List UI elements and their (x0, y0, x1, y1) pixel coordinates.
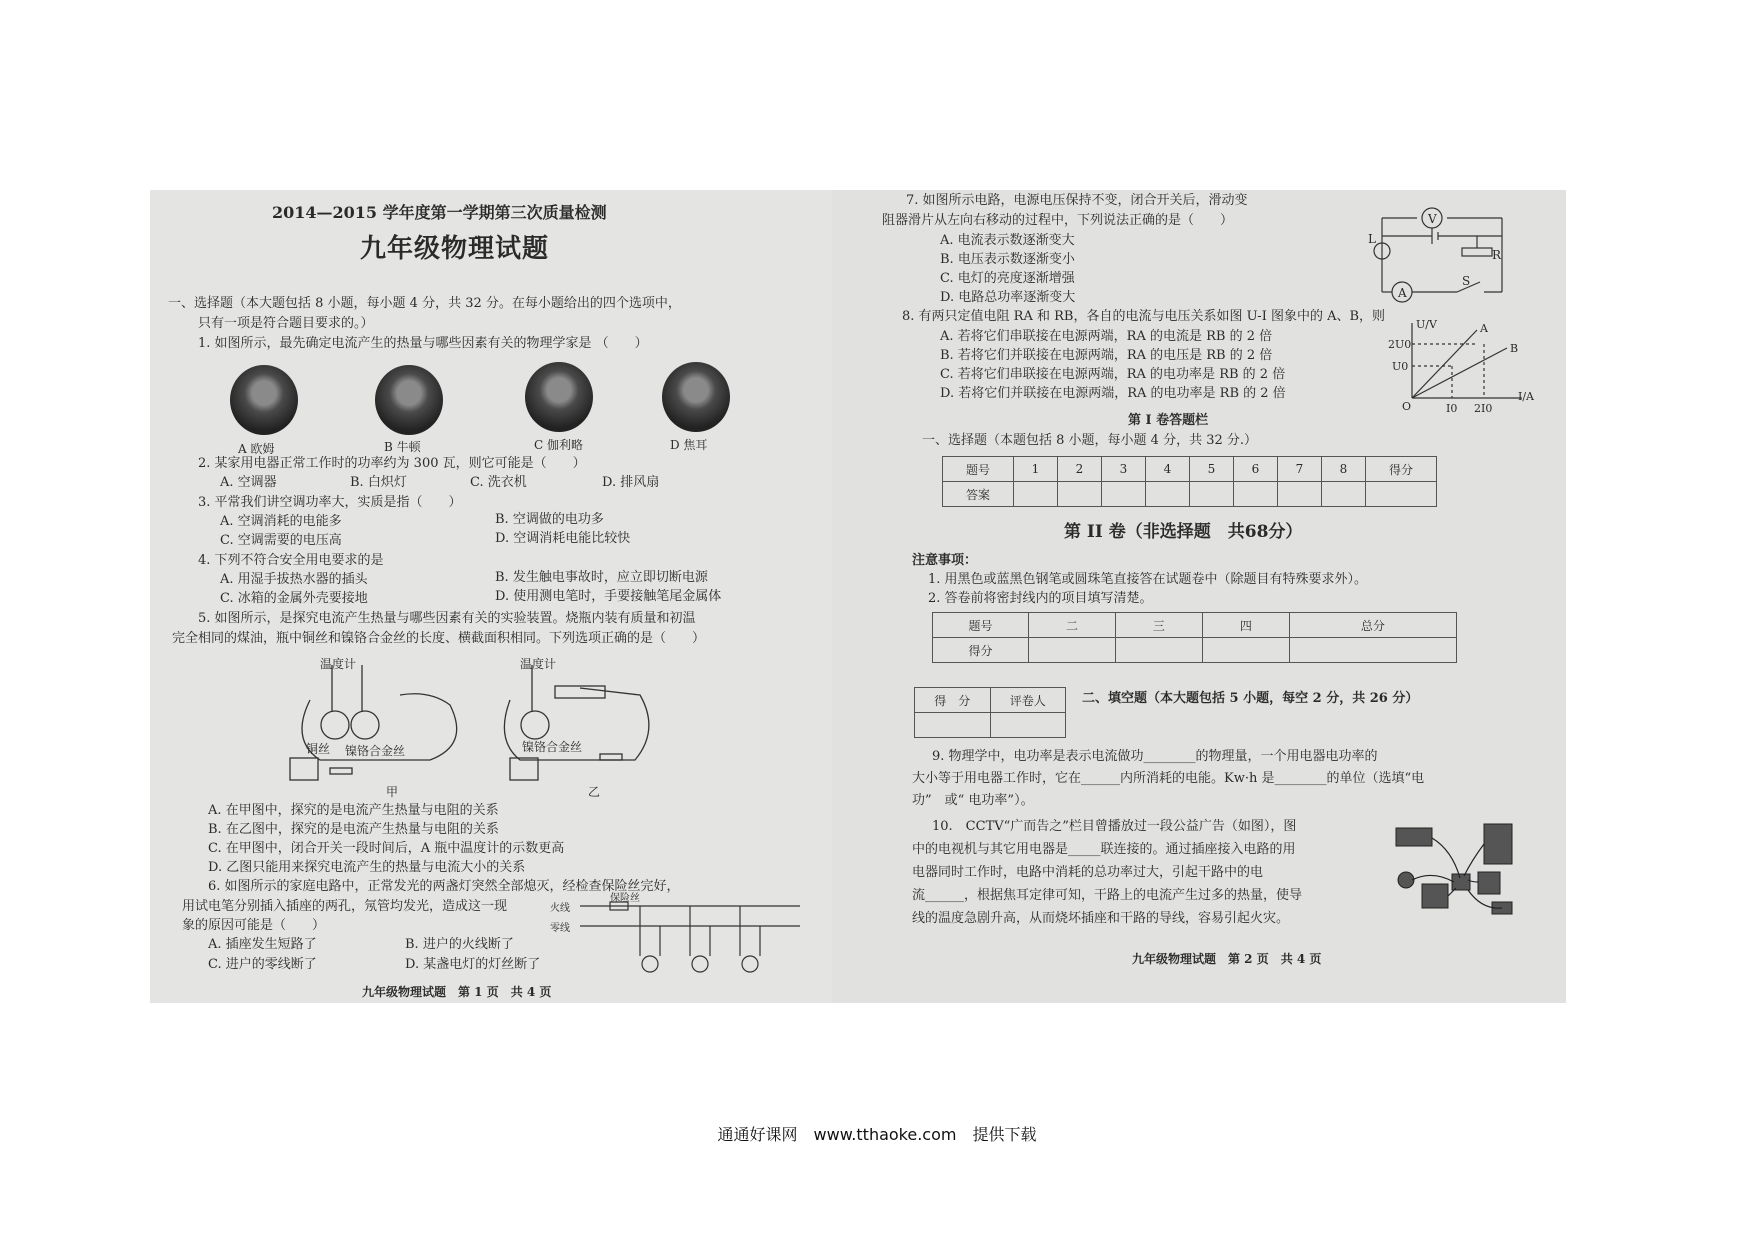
q5-option-b: B. 在乙图中，探究的是电流产生热量与电阻的关系 (208, 822, 499, 837)
q6-option-c: C. 进户的零线断了 (208, 957, 317, 972)
nichrome-label-1: 镍铬合金丝 (345, 744, 406, 758)
portrait-newton (375, 365, 443, 435)
q5-option-c: C. 在甲图中，闭合开关一段时间后，A 瓶中温度计的示数更高 (208, 841, 565, 856)
neutral-wire-label: 零线 (550, 923, 570, 934)
portrait-joule (662, 362, 730, 432)
question-1: 1. 如图所示，最先确定电流产生的热量与哪些因素有关的物理学家是 （ ） (198, 336, 648, 351)
answer-section-instructions: 一、选择题（本题包括 8 小题，每小题 4 分，共 32 分.） (922, 433, 1258, 448)
exam-page-1 (150, 190, 832, 1003)
copper-wire-label: 铜丝 (306, 742, 331, 756)
voltmeter-label: V (1428, 212, 1437, 226)
fuse-label: 保险丝 (610, 893, 640, 904)
grader-cell: 评卷人 (990, 688, 1066, 713)
page-2-footer: 九年级物理试题 第 2 页 共 4 页 (1132, 952, 1322, 966)
q5-option-d: D. 乙图只能用来探究电流产生的热量与电流大小的关系 (208, 860, 526, 875)
grader-cell (915, 713, 991, 738)
answer-cell: 2 (1058, 457, 1102, 482)
answer-cell: 6 (1234, 457, 1278, 482)
download-source-footer: 通通好课网 www.tthaoke.com 提供下载 (717, 1125, 1037, 1144)
question-5-line-2: 完全相同的煤油，瓶中铜丝和镍铬合金丝的长度、横截面积相同。下列选项正确的是（ ） (172, 631, 706, 646)
q8-option-a: A. 若将它们串联接在电源两端，RA 的电流是 RB 的 2 倍 (940, 329, 1273, 344)
answer-cell (1190, 482, 1234, 507)
answer-cell: 7 (1278, 457, 1322, 482)
q4-option-a: A. 用湿手拔热水器的插头 (220, 572, 368, 587)
score-cell: 四 (1202, 613, 1289, 638)
score-table (932, 612, 1457, 663)
graph-line-a-label: A (1480, 322, 1488, 335)
answer-table-answer-row (943, 482, 1437, 507)
question-6: 6. 如图所示的家庭电路中，正常发光的两盏灯突然全部熄灭，经检查保险丝完好， (208, 879, 680, 894)
grader-table-blank-row (915, 713, 1066, 738)
figure-jia-label: 甲 (386, 785, 399, 799)
score-cell: 得分 (933, 638, 1029, 663)
nichrome-label-2: 镍铬合金丝 (522, 740, 583, 754)
q8-option-b: B. 若将它们并联接在电源两端，RA 的电压是 RB 的 2 倍 (940, 348, 1273, 363)
grader-table (914, 687, 1066, 738)
q3-option-a: A. 空调消耗的电能多 (220, 514, 342, 529)
q2-option-b: B. 白炽灯 (350, 475, 407, 490)
answer-cell: 答案 (943, 482, 1014, 507)
graph-x-axis-label: I/A (1518, 390, 1534, 403)
question-7-line-2: 阻器滑片从左向右移动的过程中，下列说法正确的是（ ） (882, 213, 1234, 228)
question-8: 8. 有两只定值电阻 RA 和 RB，各自的电流与电压关系如图 U-I 图象中的 A、B，则 (902, 309, 1386, 324)
question-10-line-5: 线的温度急剧升高，从而烧坏插座和干路的导线，容易引起火灾。 (912, 911, 1290, 926)
question-10-line-3: 电器同时工作时，电路中消耗的总功率过大，引起干路中的电 (912, 865, 1264, 880)
q1-option-b: B 牛顿 (384, 440, 421, 454)
q7-option-d: D. 电路总功率逐渐变大 (940, 290, 1076, 305)
notice-item-1: 1. 用黑色或蓝黑色钢笔或圆珠笔直接答在试题卷中（除题目有特殊要求外）。 (928, 572, 1368, 587)
q2-option-a: A. 空调器 (220, 475, 277, 490)
answer-cell (1014, 482, 1058, 507)
answer-cell: 题号 (943, 457, 1014, 482)
question-2: 2. 某家用电器正常工作时的功率约为 300 瓦，则它可能是（ ） (198, 456, 586, 471)
grader-table-header-row (915, 688, 1066, 713)
question-9: 9. 物理学中，电功率是表示电流做功________的物理量，一个用电器电功率的 (932, 749, 1378, 764)
q7-option-a: A. 电流表示数逐渐变大 (940, 233, 1075, 248)
part-2-title: 第 II 卷（非选择题 共68分） (1064, 522, 1303, 542)
question-3: 3. 平常我们讲空调功率大，实质是指（ ） (198, 495, 462, 510)
q3-option-c: C. 空调需要的电压高 (220, 533, 342, 548)
portrait-galileo (525, 362, 593, 432)
section1-instructions: 一、选择题（本大题包括 8 小题，每小题 4 分，共 32 分。在每小题给出的四个选项中， (168, 296, 681, 311)
graph-x-tick-2i0: 2I0 (1474, 402, 1493, 415)
ammeter-label: A (1398, 286, 1407, 300)
q4-option-b: B. 发生触电事故时，应立即切断电源 (495, 570, 708, 585)
answer-cell: 得分 (1366, 457, 1437, 482)
answer-cell (1322, 482, 1366, 507)
answer-cell: 4 (1146, 457, 1190, 482)
score-table-header-row (933, 613, 1457, 638)
answer-cell: 1 (1014, 457, 1058, 482)
lamp-label: L (1368, 232, 1376, 246)
q2-option-c: C. 洗衣机 (470, 475, 527, 490)
score-cell (1289, 638, 1456, 663)
question-9-line-3: 功” 或“ 电功率”）。 (912, 793, 1034, 808)
q6-option-b: B. 进户的火线断了 (405, 937, 514, 952)
answer-table-header-row (943, 457, 1437, 482)
graph-y-tick-u0: U0 (1392, 360, 1409, 373)
score-table-score-row (933, 638, 1457, 663)
q4-option-c: C. 冰箱的金属外壳要接地 (220, 591, 368, 606)
portrait-ohm (230, 365, 298, 435)
answer-cell: 8 (1322, 457, 1366, 482)
scanned-exam-photo (150, 190, 1566, 1003)
question-5: 5. 如图所示，是探究电流产生热量与哪些因素有关的实验装置。烧瓶内装有质量和初温 (198, 611, 696, 626)
page-1-footer: 九年级物理试题 第 1 页 共 4 页 (362, 985, 552, 999)
section-2-instructions: 二、填空题（本大题包括 5 小题，每空 2 分，共 26 分） (1082, 691, 1419, 706)
score-cell (1115, 638, 1202, 663)
figure-yi-label: 乙 (588, 785, 601, 799)
q6-option-d: D. 某盏电灯的灯丝断了 (405, 957, 541, 972)
answer-cell (1234, 482, 1278, 507)
score-cell: 题号 (933, 613, 1029, 638)
q2-option-d: D. 排风扇 (602, 475, 660, 490)
graph-line-b-label: B (1510, 342, 1519, 355)
section1-instructions-2: 只有一项是符合题目要求的。） (198, 316, 374, 331)
live-wire-label: 火线 (550, 903, 570, 914)
score-cell: 三 (1115, 613, 1202, 638)
notice-item-2: 2. 答卷前将密封线内的项目填写清楚。 (928, 591, 1153, 606)
graph-x-tick-i0: I0 (1446, 402, 1458, 415)
graph-y-tick-2u0: 2U0 (1388, 338, 1412, 351)
answer-cell: 5 (1190, 457, 1234, 482)
thermometer-label-2: 温度计 (520, 657, 557, 671)
answer-cell (1058, 482, 1102, 507)
question-6-line-2: 用试电笔分别插入插座的两孔，氖管均发光，造成这一现 (182, 899, 508, 914)
grader-cell (990, 713, 1066, 738)
q8-option-c: C. 若将它们串联接在电源两端，RA 的电功率是 RB 的 2 倍 (940, 367, 1286, 382)
question-10-line-4: 流______，根据焦耳定律可知，干路上的电流产生过多的热量，使导 (912, 888, 1303, 903)
exam-page-2 (832, 190, 1566, 1003)
question-6-line-3: 象的原因可能是（ ） (182, 918, 326, 933)
question-10: 10. CCTV“广而告之”栏目曾播放过一段公益广告（如图），图 (932, 819, 1297, 834)
graph-origin-label: O (1402, 400, 1412, 413)
q3-option-b: B. 空调做的电功多 (495, 512, 604, 527)
q4-option-d: D. 使用测电笔时，手要接触笔尾金属体 (495, 589, 722, 604)
score-cell: 二 (1029, 613, 1116, 638)
q7-option-c: C. 电灯的亮度逐渐增强 (940, 271, 1075, 286)
score-cell: 总分 (1289, 613, 1456, 638)
q1-option-d: D 焦耳 (670, 438, 708, 452)
score-cell (1029, 638, 1116, 663)
question-9-line-2: 大小等于用电器工作时，它在______内所消耗的电能。Kw·h 是________的单位（选填“电 (912, 771, 1425, 786)
thermometer-label-1: 温度计 (320, 657, 357, 671)
rheostat-label: R (1492, 248, 1502, 262)
grader-cell: 得 分 (915, 688, 991, 713)
answer-cell: 3 (1102, 457, 1146, 482)
answer-cell (1102, 482, 1146, 507)
q1-option-c: C 伽利略 (534, 438, 583, 452)
q8-option-d: D. 若将它们并联接在电源两端，RA 的电功率是 RB 的 2 倍 (940, 386, 1286, 401)
switch-label: S (1462, 274, 1471, 288)
answer-cell (1278, 482, 1322, 507)
answer-cell (1366, 482, 1437, 507)
question-7: 7. 如图所示电路，电源电压保持不变，闭合开关后，滑动变 (906, 193, 1248, 208)
q6-household-circuit (560, 896, 810, 986)
question-4: 4. 下列不符合安全用电要求的是 (198, 553, 384, 568)
answer-section-title: 第 I 卷答题栏 (1128, 413, 1209, 428)
exam-header: 2014—2015 学年度第一学期第三次质量检测 (272, 203, 607, 222)
q8-ui-graph (1392, 318, 1532, 408)
score-cell (1202, 638, 1289, 663)
q5-option-a: A. 在甲图中，探究的是电流产生热量与电阻的关系 (208, 803, 499, 818)
notice-title: 注意事项： (912, 553, 978, 568)
answer-table (942, 456, 1437, 507)
overloaded-socket-illustration (1392, 820, 1527, 925)
answer-cell (1146, 482, 1190, 507)
q1-option-a: A 欧姆 (238, 442, 275, 456)
q6-option-a: A. 插座发生短路了 (208, 937, 317, 952)
q7-option-b: B. 电压表示数逐渐变小 (940, 252, 1075, 267)
question-10-line-2: 中的电视机与其它用电器是_____联连接的。通过插座接入电路的用 (912, 842, 1296, 857)
graph-y-axis-label: U/V (1416, 318, 1437, 331)
exam-title: 九年级物理试题 (360, 234, 550, 264)
q3-option-d: D. 空调消耗电能比较快 (495, 531, 631, 546)
